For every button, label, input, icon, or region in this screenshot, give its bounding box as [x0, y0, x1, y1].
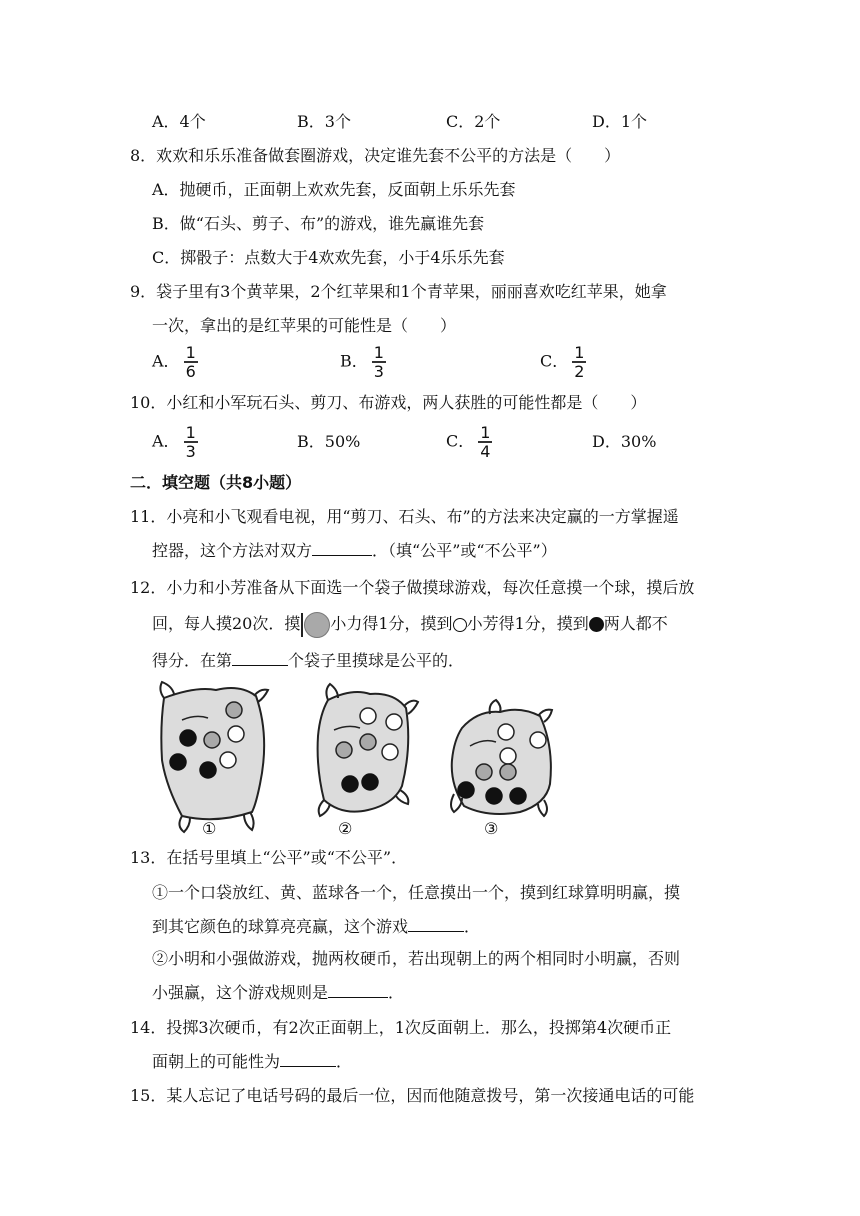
- fraction-numerator: 1: [185, 423, 196, 442]
- q8-option-a: A．抛硬币，正面朝上欢欢先套，反面朝上乐乐先套: [152, 180, 516, 199]
- gray-ball: [226, 702, 242, 718]
- black-ball: [180, 730, 196, 746]
- q7-option-a: A．4个: [152, 112, 206, 131]
- bag-corner: [179, 816, 190, 832]
- white-ball: [530, 732, 546, 748]
- q11-line2-text-b: ．（填“公平”或“不公平”）: [372, 541, 557, 560]
- fraction-numerator: 1: [185, 343, 196, 362]
- text-cursor: [301, 613, 303, 637]
- fraction-denominator: 6: [185, 362, 196, 381]
- q14-line2-text-a: 面朝上的可能性为: [152, 1052, 281, 1071]
- q9-option-b-fraction: [372, 344, 386, 380]
- q7-option-b: B．3个: [297, 112, 351, 131]
- bag-label-2: ②: [338, 819, 353, 838]
- white-ball: [382, 744, 398, 760]
- q10-option-c-label: C．: [446, 431, 475, 451]
- q13-line5-text-a: 小强赢，这个游戏规则是: [152, 983, 329, 1002]
- q8-option-b: B．做“石头、剪子、布”的游戏，谁先赢谁先套: [152, 214, 485, 233]
- answer-blank[interactable]: [328, 981, 388, 998]
- white-ball: [360, 708, 376, 724]
- q10-option-b: B．50%: [297, 432, 361, 451]
- q14-line1: 14．投掷3次硬币，有2次正面朝上，1次反面朝上．那么，投掷第4次硬币正: [130, 1018, 672, 1037]
- q9-option-b: [340, 344, 386, 380]
- q11-line2: [152, 539, 557, 563]
- black-ball: [342, 776, 358, 792]
- q13-line3-text-a: 到其它颜色的球算亮亮赢，这个游戏: [152, 917, 409, 936]
- gray-ball: [360, 734, 376, 750]
- q9-option-c: [540, 344, 586, 380]
- gray-ball-icon: [304, 612, 330, 638]
- answer-blank[interactable]: [408, 915, 464, 932]
- fraction-denominator: 3: [373, 362, 384, 381]
- white-ball: [500, 748, 516, 764]
- answer-blank[interactable]: [280, 1050, 336, 1067]
- q10-stem: 10．小红和小军玩石头、剪刀、布游戏，两人获胜的可能性都是（ ）: [130, 393, 647, 412]
- fraction-denominator: 2: [574, 362, 585, 381]
- q14-line2-text-b: ．: [336, 1052, 353, 1071]
- black-ball: [458, 782, 474, 798]
- q9-option-a: [152, 344, 198, 380]
- bag-label-3: ③: [484, 819, 499, 838]
- white-ball: [498, 724, 514, 740]
- gray-ball: [336, 742, 352, 758]
- bags-illustration: [156, 676, 562, 840]
- q9-option-a-fraction: [184, 344, 198, 380]
- q9-option-c-fraction: [572, 344, 586, 380]
- q10-option-d: D．30%: [592, 432, 657, 451]
- q13-line2: ①一个口袋放红、黄、蓝球各一个，任意摸出一个，摸到红球算明明赢，摸: [152, 883, 681, 902]
- white-ball-icon: [453, 618, 467, 632]
- q13-line5-text-b: ．: [388, 983, 405, 1002]
- q7-option-c: C．2个: [446, 112, 501, 131]
- q9-stem-line2: 一次，拿出的是红苹果的可能性是（ ）: [152, 316, 457, 335]
- black-ball: [362, 774, 378, 790]
- q7-option-d: D．1个: [592, 112, 648, 131]
- q12-line3: [152, 649, 464, 673]
- fraction-denominator: 4: [480, 442, 491, 461]
- black-ball: [170, 754, 186, 770]
- q13-line3: [152, 915, 480, 939]
- q13-line4: ②小明和小强做游戏，抛两枚硬币，若出现朝上的两个相同时小明赢，否则: [152, 949, 681, 968]
- q12-line2-text-d: 两人都不: [603, 614, 668, 633]
- q12-line2: [152, 611, 668, 638]
- fraction-denominator: 3: [185, 442, 196, 461]
- black-ball: [510, 788, 526, 804]
- bag-2: [318, 684, 418, 816]
- q13-line3-text-b: ．: [464, 917, 481, 936]
- q10-option-a-label: A．: [152, 431, 180, 451]
- q12-line3-text-b: 个袋子里摸球是公平的．: [288, 651, 465, 670]
- white-ball: [228, 726, 244, 742]
- fraction-numerator: 1: [373, 343, 384, 362]
- q11-line1: 11．小亮和小飞观看电视，用“剪刀、石头、布”的方法来决定赢的一方掌握遥: [130, 507, 679, 526]
- q9-option-b-label: B．: [340, 351, 368, 371]
- answer-blank[interactable]: [232, 649, 288, 666]
- q8-option-c: C．掷骰子：点数大于4欢欢先套，小于4乐乐先套: [152, 248, 505, 267]
- q12-line2-text-b: 小力得1分，摸到: [330, 614, 453, 633]
- q12-line2-text-c: 小芳得1分，摸到: [466, 614, 589, 633]
- q10-option-a-fraction: [184, 424, 198, 460]
- gray-ball: [476, 764, 492, 780]
- white-ball: [386, 714, 402, 730]
- q12-line2-text-a: 回，每人摸20次．摸: [152, 614, 301, 633]
- q8-stem: 8．欢欢和乐乐准备做套圈游戏，决定谁先套不公平的方法是（ ）: [130, 146, 621, 165]
- q13-line5: [152, 981, 404, 1005]
- section-heading: 二．填空题（共8小题）: [130, 473, 302, 492]
- black-ball: [486, 788, 502, 804]
- q11-line2-text-a: 控器，这个方法对双方: [152, 541, 313, 560]
- q12-line3-text-a: 得分．在第: [152, 651, 233, 670]
- q10-option-c-fraction: [478, 424, 492, 460]
- q12-line1: 12．小力和小芳准备从下面选一个袋子做摸球游戏，每次任意摸一个球，摸后放: [130, 578, 695, 597]
- black-ball-icon: [589, 617, 604, 632]
- bag-1: [160, 682, 268, 832]
- answer-blank[interactable]: [312, 539, 372, 556]
- q9-stem-line1: 9．袋子里有3个黄苹果，2个红苹果和1个青苹果，丽丽喜欢吃红苹果，她拿: [130, 282, 667, 301]
- q15-line1: 15．某人忘记了电话号码的最后一位，因而他随意拨号，第一次接通电话的可能: [130, 1086, 695, 1105]
- black-ball: [200, 762, 216, 778]
- q13-line1: 13．在括号里填上“公平”或“不公平”．: [130, 848, 408, 867]
- fraction-numerator: 1: [574, 343, 585, 362]
- q10-option-c: [446, 424, 492, 460]
- fraction-numerator: 1: [480, 423, 491, 442]
- white-ball: [220, 752, 236, 768]
- q10-option-a: [152, 424, 198, 460]
- bag-3: [451, 700, 552, 816]
- gray-ball: [500, 764, 516, 780]
- gray-ball: [204, 732, 220, 748]
- bag-label-1: ①: [202, 819, 217, 838]
- q14-line2: [152, 1050, 352, 1074]
- q9-option-a-label: A．: [152, 351, 180, 371]
- q9-option-c-label: C．: [540, 351, 569, 371]
